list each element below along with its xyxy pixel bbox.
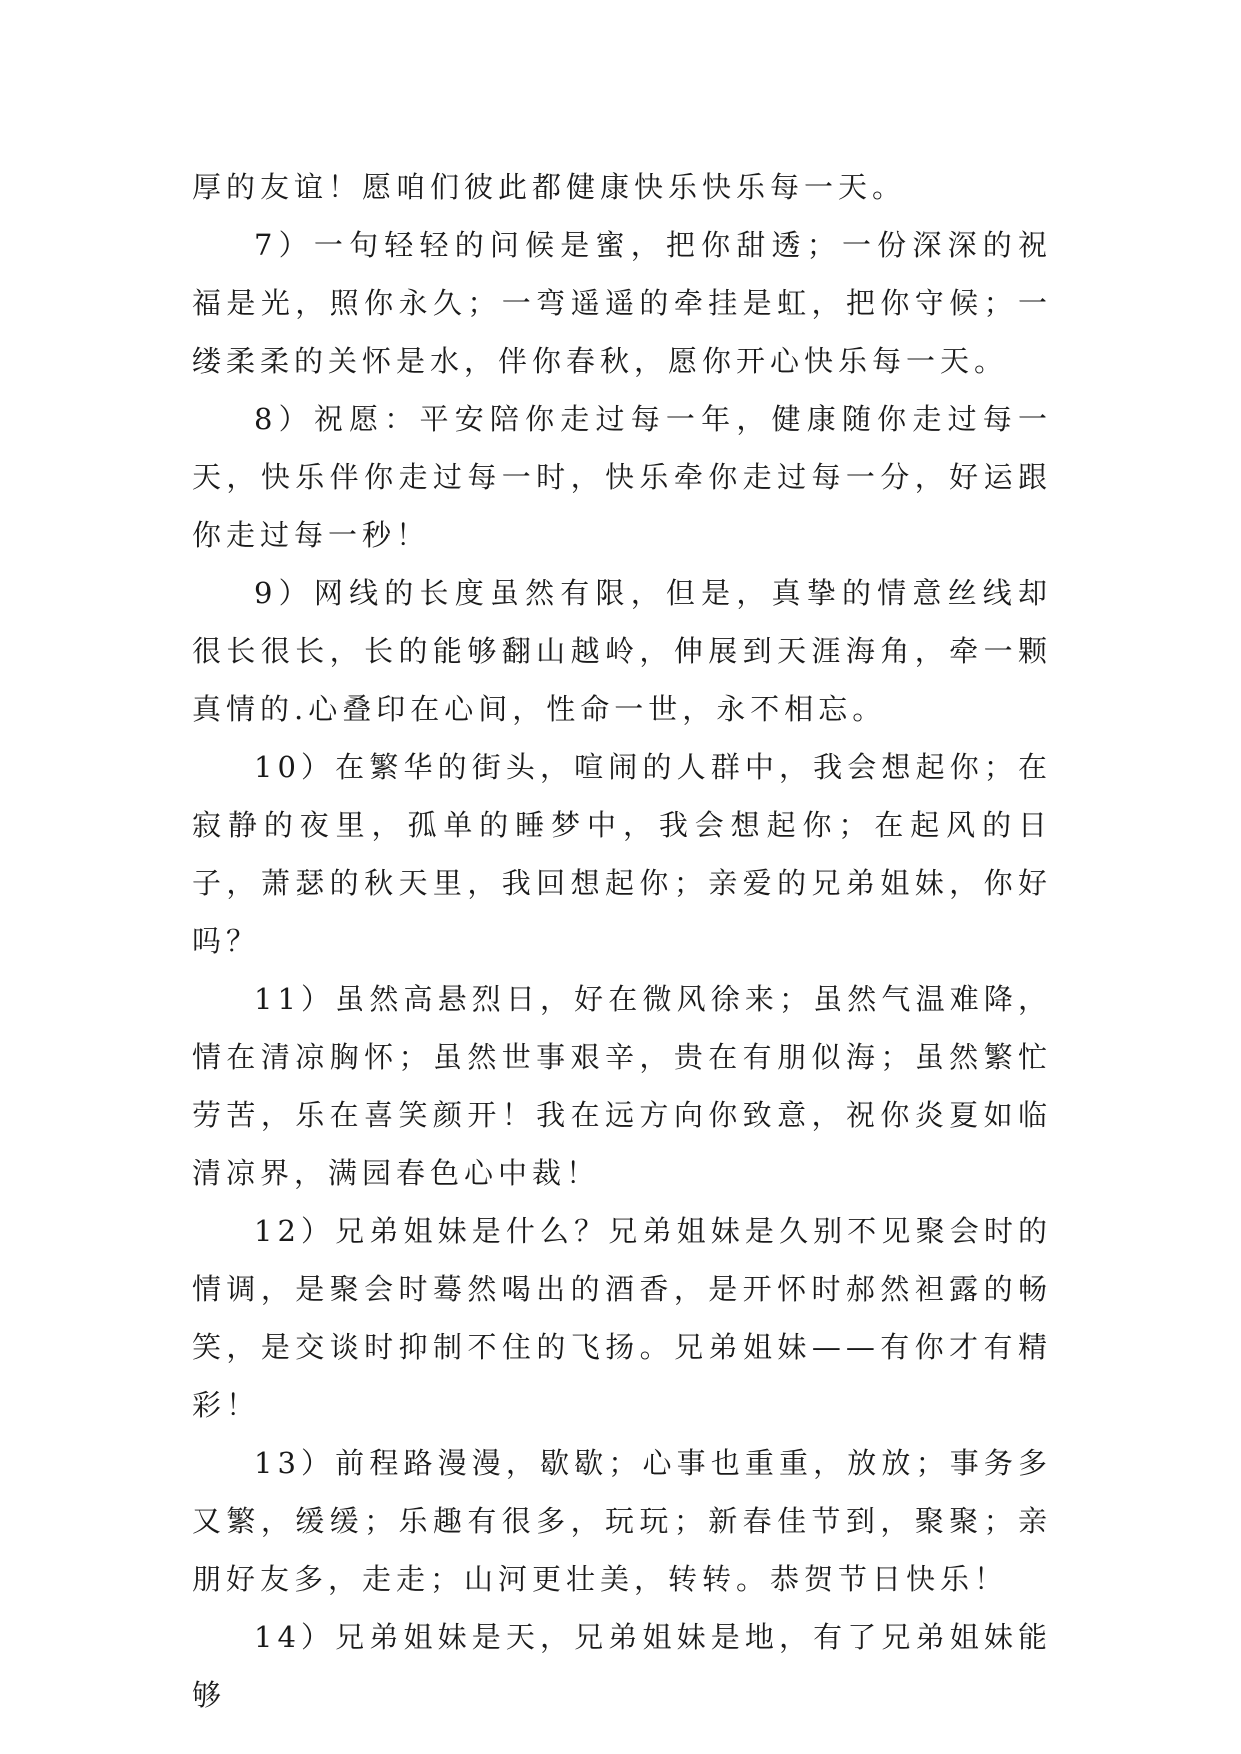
paragraph-7: 7）一句轻轻的问候是蜜，把你甜透；一份深深的祝福是光，照你永久；一弯遥遥的牵挂是虹，把你守候；一缕柔柔的关怀是水，伴你春秋，愿你开心快乐每一天。	[192, 228, 1052, 378]
paragraph-continuation: 厚的友谊！愿咱们彼此都健康快乐快乐每一天。	[192, 170, 907, 204]
paragraph-14: 14）兄弟姐妹是天，兄弟姐妹是地，有了兄弟姐妹能够	[192, 1620, 1052, 1712]
paragraph-8: 8）祝愿：平安陪你走过每一年，健康随你走过每一天，快乐伴你走过每一时，快乐牵你走过每一分，好运跟你走过每一秒！	[192, 402, 1052, 552]
document-body	[192, 158, 1052, 1724]
paragraph-9: 9）网线的长度虽然有限，但是，真挚的情意丝线却很长很长，长的能够翻山越岭，伸展到天涯海角，牵一颗真情的.心叠印在心间，性命一世，永不相忘。	[192, 576, 1052, 726]
paragraph-11: 11）虽然高悬烈日，好在微风徐来；虽然气温难降，情在清凉胸怀；虽然世事艰辛，贵在有朋似海；虽然繁忙劳苦，乐在喜笑颜开！我在远方向你致意，祝你炎夏如临清凉界，满园春色心中裁！	[192, 982, 1052, 1190]
paragraph-10: 10）在繁华的街头，喧闹的人群中，我会想起你；在寂静的夜里，孤单的睡梦中，我会想起你；在起风的日子，萧瑟的秋天里，我回想起你；亲爱的兄弟姐妹，你好吗？	[192, 750, 1052, 958]
paragraph-13: 13）前程路漫漫，歇歇；心事也重重，放放；事务多又繁，缓缓；乐趣有很多，玩玩；新春佳节到，聚聚；亲朋好友多，走走；山河更壮美，转转。恭贺节日快乐！	[192, 1446, 1052, 1596]
paragraph-12: 12）兄弟姐妹是什么？兄弟姐妹是久别不见聚会时的情调，是聚会时蓦然喝出的酒香，是开怀时郝然袒露的畅笑，是交谈时抑制不住的飞扬。兄弟姐妹——有你才有精彩！	[192, 1214, 1052, 1422]
